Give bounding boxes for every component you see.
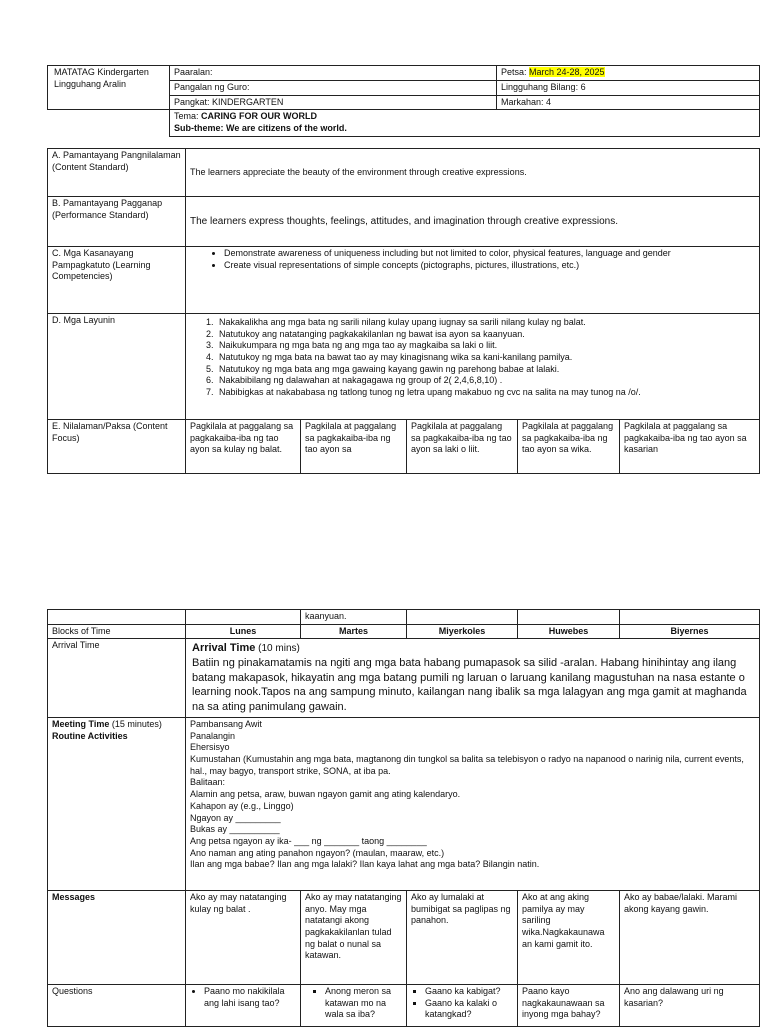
- question-item: • Paano mo nakikilala ang lahi isang tao?: [204, 986, 296, 1009]
- objective-item: 2. Natutukoy ang natatanging pagkakakilanlan ng bawat isa ayon sa kaanyuan.: [216, 329, 755, 341]
- section-c-content: [186, 247, 760, 314]
- section-d-content: [186, 314, 760, 420]
- routine-line: Ehersisyo: [190, 742, 230, 753]
- question-lunes: [186, 985, 301, 1027]
- routine-line: Kumustahan (Kumustahin ang mga bata, magtanong din tungkol sa balita sa telebisyon o radyo na napanood o narinig nila, current events, hal., may bagyo, transport strike, SONA, at iba pa.: [190, 754, 744, 776]
- subtheme: Sub-theme: We are citizens of the world.: [174, 123, 347, 134]
- question-biyernes: Ano ang dalawang uri ng kasarian?: [620, 985, 760, 1027]
- petsa-label: Petsa:: [501, 67, 530, 77]
- guro-cell: Pangalan ng Guro:: [170, 81, 497, 96]
- day-header-lunes: Lunes: [186, 624, 301, 639]
- section-a-label: A. Pamantayang Pangnilalaman (Content Standard): [48, 149, 186, 197]
- question-item: ▪ Gaano ka kalaki o katangkad?: [425, 998, 513, 1021]
- objective-item: 5. Natutukoy ng mga bata ang mga gawaing kayang gawin ng parehong babae at lalaki.: [216, 364, 755, 376]
- routine-line: Ngayon ay _________: [190, 812, 281, 823]
- meeting-duration: (15 minutes): [109, 719, 162, 730]
- day-header-huwebes: Huwebes: [518, 624, 620, 639]
- standards-table: [47, 148, 760, 474]
- questions-label: Questions: [48, 985, 186, 1027]
- routine-line: Balitaan:: [190, 777, 226, 788]
- carry-over-text: kaanyuan.: [301, 610, 407, 625]
- lingguhan-cell: Lingguhang Bilang: 6: [497, 81, 760, 96]
- tema-value: CARING FOR OUR WORLD: [201, 111, 318, 122]
- paaralan-cell: Paaralan:: [170, 66, 497, 81]
- carry-empty: [186, 610, 301, 625]
- routine-line: Ano naman ang ating panahon ngayon? (maulan, maaraw, etc.): [190, 847, 445, 858]
- section-d-label: D. Mga Layunin: [48, 314, 186, 420]
- arrival-label: Arrival Time: [48, 639, 186, 718]
- message-lunes: Ako ay may natatanging kulay ng balat .: [186, 891, 301, 985]
- objective-item: 1. Nakakalikha ang mga bata ng sarili nilang kulay upang iugnay sa sarili nilang kulay ng balat.: [216, 317, 755, 329]
- objective-item: 6. Nakabibilang ng dalawahan at nakagagawa ng group of 2( 2,4,6,8,10) .: [216, 375, 755, 387]
- objective-item: 7. Nabibigkas at nakababasa ng tatlong tunog ng letra upang makabuo ng cvc na salita na may tunog na /o/.: [216, 387, 755, 399]
- day-header-martes: Martes: [301, 624, 407, 639]
- arrival-duration: (10 mins): [255, 643, 300, 655]
- carry-empty: [407, 610, 518, 625]
- section-b-text: The learners express thoughts, feelings, attitudes, and imagination through creative expressions.: [186, 197, 760, 247]
- routine-line: Alamin ang petsa, araw, buwan ngayon gamit ang ating kalendaryo.: [190, 789, 461, 800]
- section-a-text: The learners appreciate the beauty of the environment through creative expressions.: [186, 149, 760, 197]
- content-focus-huwebes: Pagkilala at paggalang sa pagkakaiba-iba ng tao ayon sa wika.: [518, 420, 620, 474]
- carry-empty: [518, 610, 620, 625]
- content-focus-miyerkoles: Pagkilala at paggalang sa pagkakaiba-iba ng tao ayon sa laki o liit.: [407, 420, 518, 474]
- day-header-biyernes: Biyernes: [620, 624, 760, 639]
- arrival-title: Arrival Time: [192, 642, 256, 655]
- message-martes: Ako ay may natatanging anyo. May mga natatangi akong pagkakakilanlan tulad ng balat o nunal sa katawan.: [301, 891, 407, 985]
- meeting-label-cell: [48, 718, 186, 891]
- tema-label: Tema:: [174, 111, 202, 122]
- pangkat-cell: Pangkat: KINDERGARTEN: [170, 95, 497, 110]
- objective-item: 4. Natutukoy ng mga bata na bawat tao ay may kinagisnang wika sa kani-kanilang pamilya.: [216, 352, 755, 364]
- question-huwebes: Paano kayo nagkakaunawaan sa inyong mga bahay?: [518, 985, 620, 1027]
- section-c-label: C. Mga Kasanayang Pampagkatuto (Learning Competencies): [48, 247, 186, 314]
- routine-line: Ang petsa ngayon ay ika- ___ ng _______ taong ________: [190, 835, 427, 846]
- message-biyernes: Ako ay babae/lalaki. Marami akong kayang gawin.: [620, 891, 760, 985]
- section-e-label: E. Nilalaman/Paksa (Content Focus): [48, 420, 186, 474]
- empty-cell: [48, 110, 170, 137]
- arrival-content: [186, 639, 760, 718]
- routine-label: Routine Activities: [52, 730, 128, 741]
- plan-title-cell: [48, 66, 170, 110]
- schedule-table: [47, 609, 760, 1027]
- routine-content: [186, 718, 760, 891]
- petsa-value: March 24-28, 2025: [529, 67, 605, 77]
- carry-empty: [48, 610, 186, 625]
- tema-cell: [170, 110, 760, 137]
- day-header-miyerkoles: Miyerkoles: [407, 624, 518, 639]
- objective-item: 3. Naikukumpara ng mga bata ng ang mga tao ay magkaiba sa laki o liit.: [216, 340, 755, 352]
- routine-line: Bukas ay __________: [190, 824, 280, 835]
- routine-line: Panalangin: [190, 730, 236, 741]
- routine-line: Kahapon ay (e.g., Linggo): [190, 800, 294, 811]
- plan-title-line1: MATATAG Kindergarten: [54, 67, 149, 77]
- content-focus-lunes: Pagkilala at paggalang sa pagkakaiba-iba ng tao ayon sa kulay ng balat.: [186, 420, 301, 474]
- routine-line: Pambansang Awit: [190, 719, 262, 730]
- content-focus-martes: Pagkilala at paggalang sa pagkakaiba-iba ng tao ayon sa: [301, 420, 407, 474]
- competency-item: • Demonstrate awareness of uniqueness including but not limited to color, physical features, language and gender: [224, 248, 755, 260]
- competency-item: • Create visual representations of simple concepts (pictographs, pictures, illustrations, etc.): [224, 260, 755, 272]
- content-focus-biyernes: Pagkilala at paggalang sa pagkakaiba-iba ng tao ayon sa kasarian: [620, 420, 760, 474]
- petsa-cell: [497, 66, 760, 81]
- question-item: ▪ Gaano ka kabigat?: [425, 986, 513, 998]
- arrival-text: Batiin ng pinakamatamis na ngiti ang mga bata habang pumapasok sa silid -aralan. Habang hinihintay ang ilang batang makapasok, hikayatin ang mga batang pumili ng laruan o laruang kanilang magustuhan na nasa estante o learning nook.Tapos na ang sampung minuto, kailangan nang ibalik sa mga lalagyan ang mga gamit at maghanda na sa ating panimulang gawain.: [192, 656, 747, 714]
- question-miyerkoles: [407, 985, 518, 1027]
- meeting-label: Meeting Time: [52, 719, 110, 730]
- routine-line: Ilan ang mga babae? Ilan ang mga lalaki? Ilan kaya lahat ang mga bata? Bilangin natin.: [190, 859, 540, 870]
- question-item: ▪ Anong meron sa katawan mo na wala sa iba?: [325, 986, 402, 1021]
- message-miyerkoles: Ako ay lumalaki at bumibigat sa paglipas ng panahon.: [407, 891, 518, 985]
- message-huwebes: Ako at ang aking pamilya ay may sariling wika.Nagkakaunawa an kami gamit ito.: [518, 891, 620, 985]
- messages-label: Messages: [48, 891, 186, 985]
- section-b-label: B. Pamantayang Pagganap (Performance Standard): [48, 197, 186, 247]
- header-table: [47, 65, 760, 137]
- blocks-of-time-header: Blocks of Time: [48, 624, 186, 639]
- plan-title-line2: Lingguhang Aralin: [54, 78, 127, 89]
- question-martes: [301, 985, 407, 1027]
- carry-empty: [620, 610, 760, 625]
- markahan-cell: Markahan: 4: [497, 95, 760, 110]
